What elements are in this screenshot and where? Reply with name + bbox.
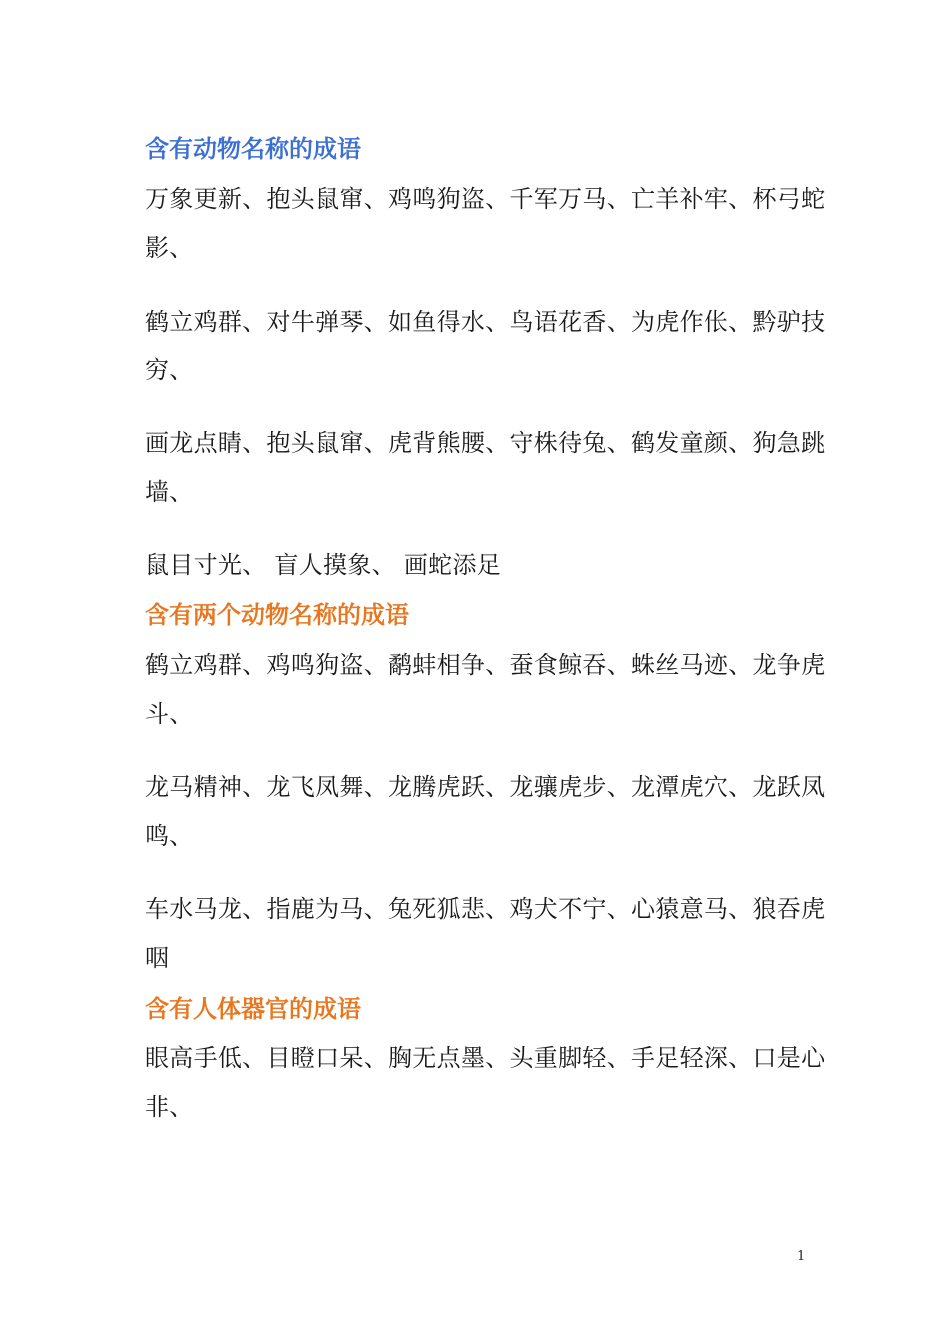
idiom-line: 鹤立鸡群、鸡鸣狗盗、鹬蚌相争、蚕食鲸吞、蛛丝马迹、龙争虎 bbox=[145, 651, 826, 679]
idiom-line: 车水马龙、指鹿为马、兔死狐悲、鸡犬不宁、心猿意马、狼吞虎 bbox=[145, 895, 826, 923]
idiom-line: 鼠目寸光、 盲人摸象、 画蛇添足 bbox=[145, 551, 502, 579]
page-number: 1 bbox=[797, 1249, 806, 1264]
section-heading-animal-names: 含有动物名称的成语 bbox=[145, 134, 361, 163]
idiom-line: 眼高手低、目瞪口呆、胸无点墨、头重脚轻、手足轻深、口是心 bbox=[145, 1044, 826, 1072]
section-heading-two-animals: 含有两个动物名称的成语 bbox=[145, 600, 409, 629]
idiom-line: 影、 bbox=[145, 234, 194, 262]
idiom-line: 咽 bbox=[145, 944, 170, 972]
section-heading-body-organs: 含有人体器官的成语 bbox=[145, 994, 361, 1023]
idiom-line: 鹤立鸡群、对牛弹琴、如鱼得水、鸟语花香、为虎作伥、黔驴技 bbox=[145, 308, 826, 336]
idiom-line: 万象更新、抱头鼠窜、鸡鸣狗盗、千军万马、亡羊补牢、杯弓蛇 bbox=[145, 185, 826, 213]
idiom-line: 鸣、 bbox=[145, 822, 194, 850]
idiom-line: 非、 bbox=[145, 1093, 194, 1121]
idiom-line: 画龙点睛、抱头鼠窜、虎背熊腰、守株待兔、鹤发童颜、狗急跳 bbox=[145, 429, 826, 457]
idiom-line: 墙、 bbox=[145, 478, 194, 506]
idiom-line: 穷、 bbox=[145, 356, 194, 384]
idiom-line: 龙马精神、龙飞凤舞、龙腾虎跃、龙骧虎步、龙潭虎穴、龙跃凤 bbox=[145, 773, 826, 801]
idiom-line: 斗、 bbox=[145, 700, 194, 728]
